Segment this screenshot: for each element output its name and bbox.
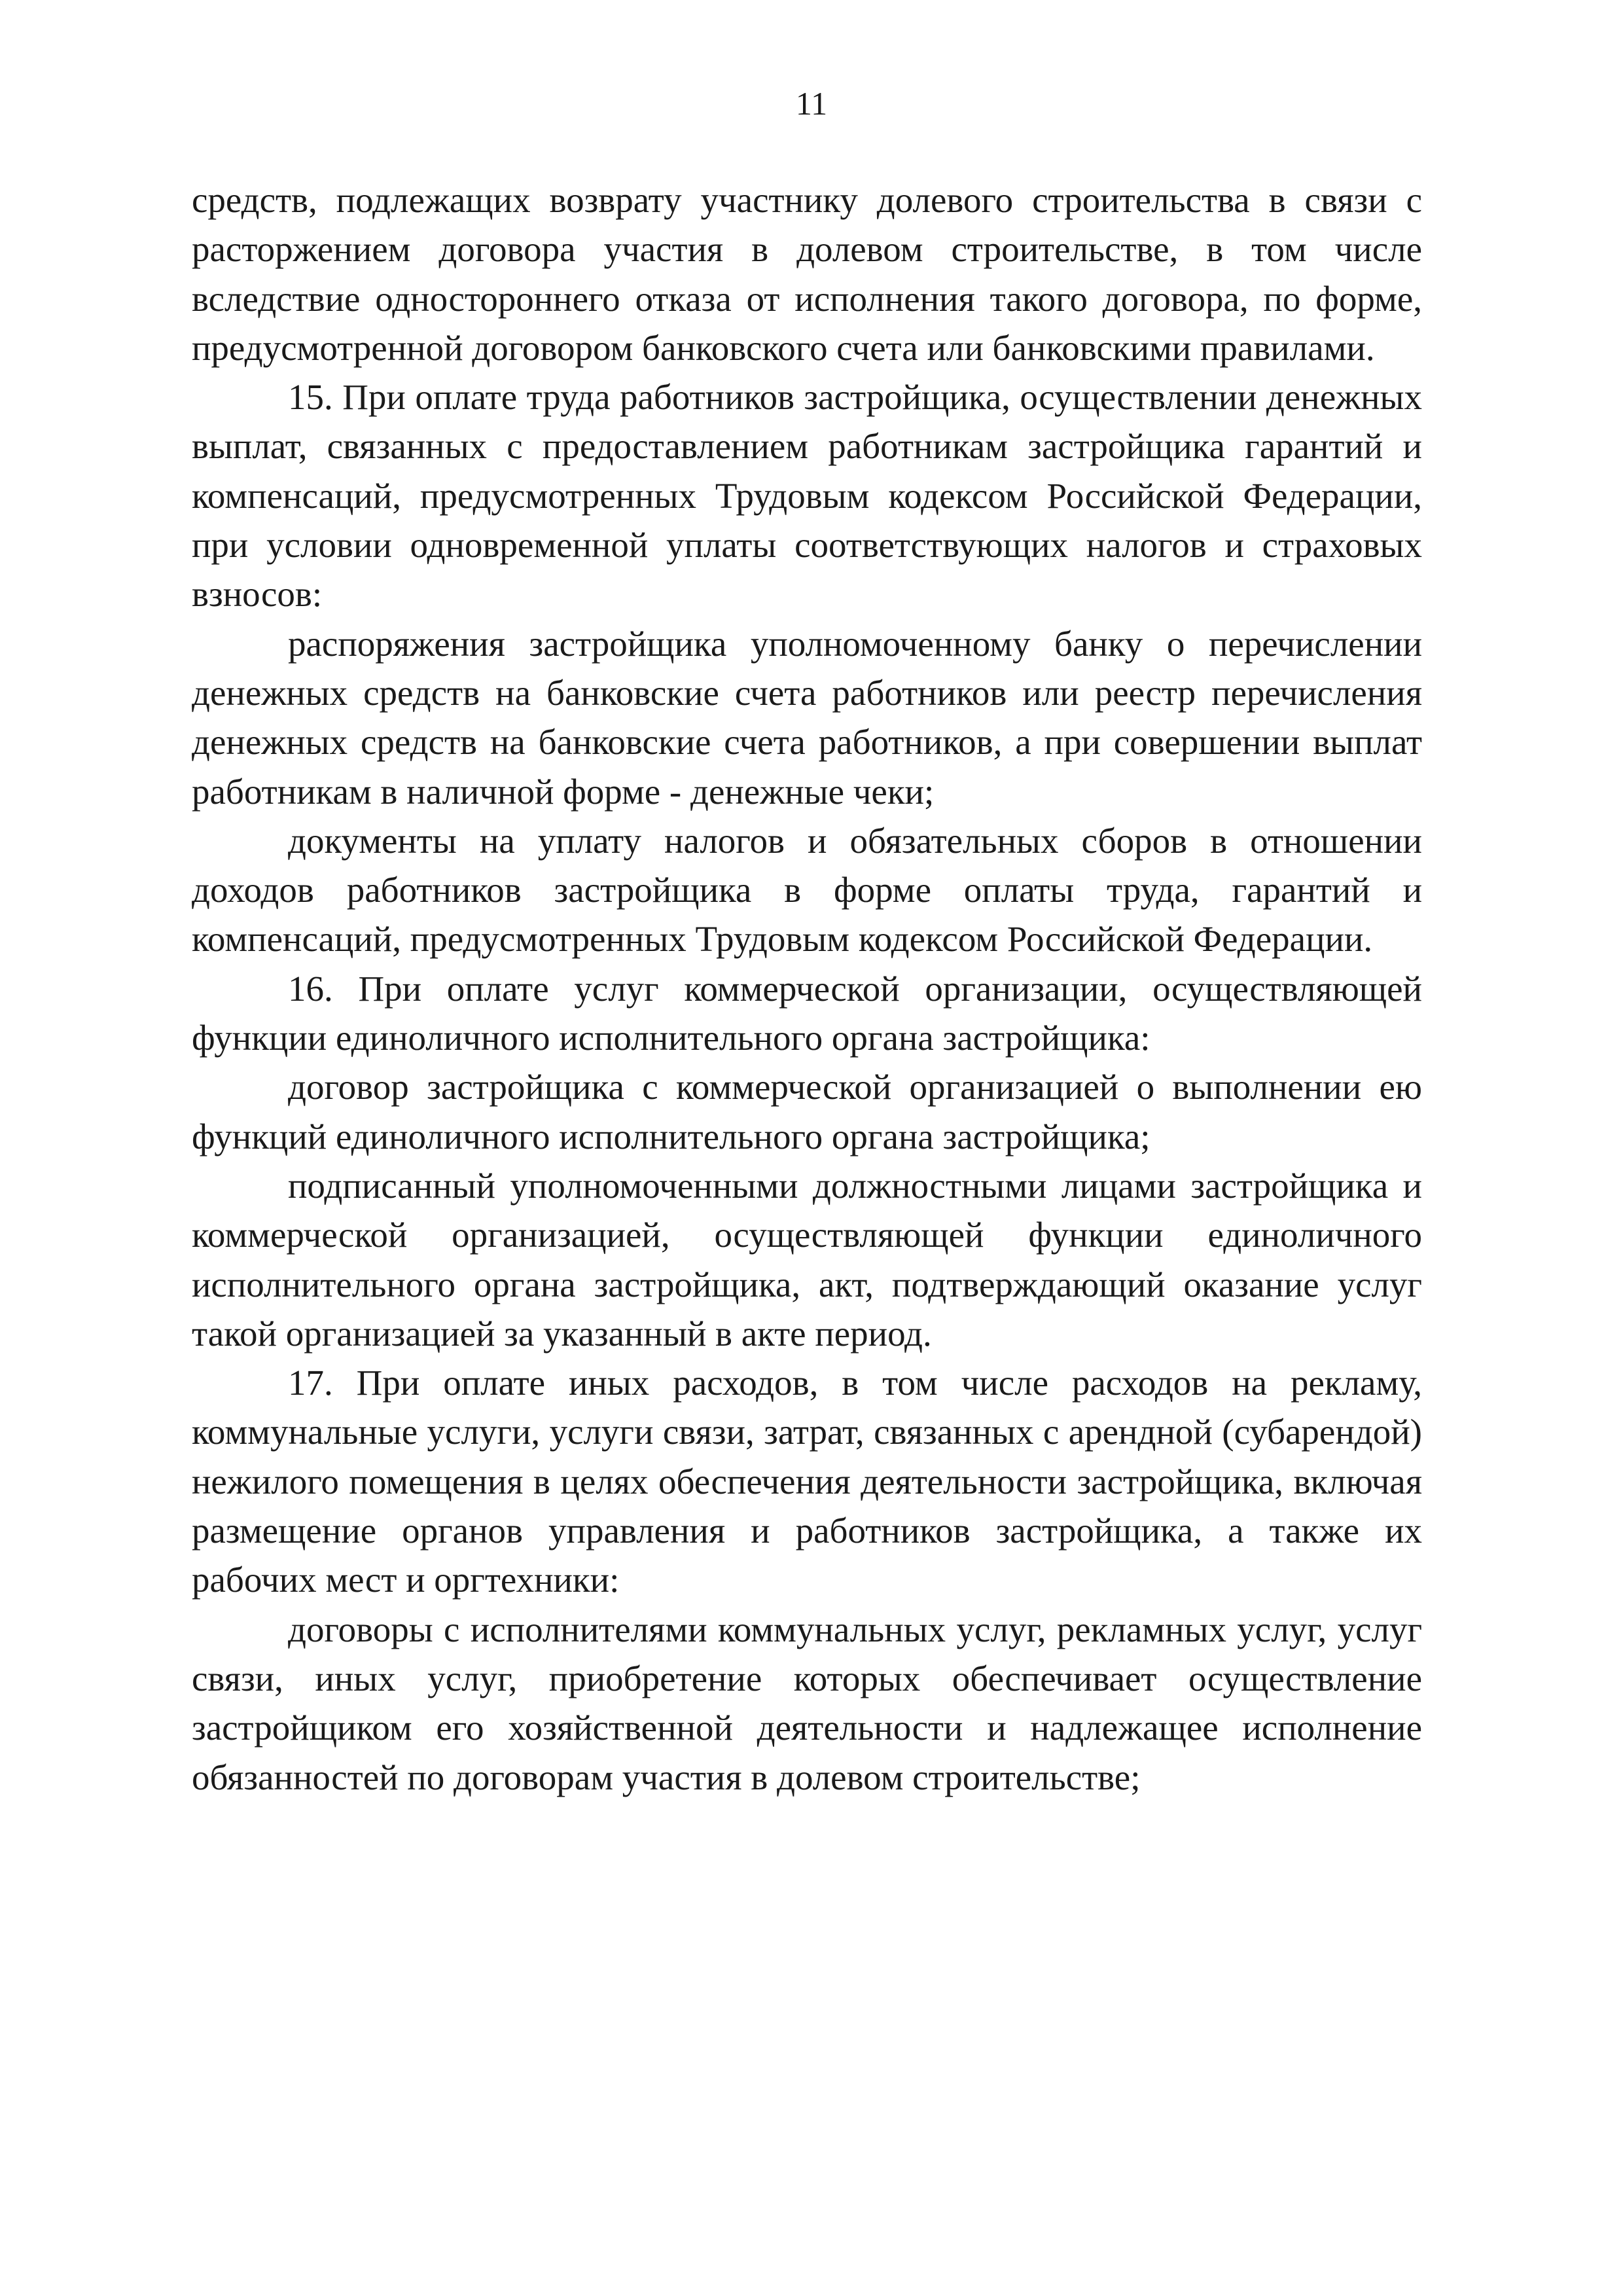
document-body	[192, 175, 1422, 1802]
paragraph-item-17: 17. При оплате иных расходов, в том числе расходов на рекламу, коммунальные услуги, услуги связи, затрат, связанных с арендной (субарендой) нежилого помещения в целях обеспечения деятельности застройщика, включая размещение органов управления и работников застройщика, а также их рабочих мест и оргтехники:	[192, 1363, 1422, 1600]
paragraph-item-15: 15. При оплате труда работников застройщика, осуществлении денежных выплат, связанных с предоставлением работникам застройщика гарантий и компенсаций, предусмотренных Трудовым кодексом Российской Федерации, при условии одновременной уплаты соответствующих налогов и страховых взносов:	[192, 377, 1422, 615]
paragraph-item-16-act: подписанный уполномоченными должностными лицами застройщика и коммерческой организацией, осуществляющей функции единоличного исполнительного органа застройщика, акт, подтверждающий оказание услуг такой организацией за указанный в акте период.	[192, 1165, 1422, 1354]
paragraph-item-16-contract: договор застройщика с коммерческой организацией о выполнении ею функций единоличного исполнительного органа застройщика;	[192, 1067, 1422, 1157]
paragraph-item-16: 16. При оплате услуг коммерческой организации, осуществляющей функции единоличного исполнительного органа застройщика:	[192, 968, 1422, 1058]
paragraph-item-17-contracts: договоры с исполнителями коммунальных услуг, рекламных услуг, услуг связи, иных услуг, приобретение которых обеспечивает осуществление застройщиком его хозяйственной деятельности и надлежащее исполнение обязанностей по договорам участия в долевом строительстве;	[192, 1609, 1422, 1797]
page-number: 11	[795, 85, 828, 122]
paragraph-item-15-tax-documents: документы на уплату налогов и обязательных сборов в отношении доходов работников застройщика в форме оплаты труда, гарантий и компенсаций, предусмотренных Трудовым кодексом Российской Федерации.	[192, 820, 1422, 960]
paragraph-item-15-orders: распоряжения застройщика уполномоченному банку о перечислении денежных средств на банковские счета работников или реестр перечисления денежных средств на банковские счета работников, а при совершении выплат работникам в наличной форме - денежные чеки;	[192, 623, 1422, 812]
paragraph-continuation: средств, подлежащих возврату участнику долевого строительства в связи с расторжением договора участия в долевом строительстве, в том числе вследствие одностороннего отказа от исполнения такого договора, по форме, предусмотренной договором банковского счета или банковскими правилами.	[192, 180, 1422, 368]
